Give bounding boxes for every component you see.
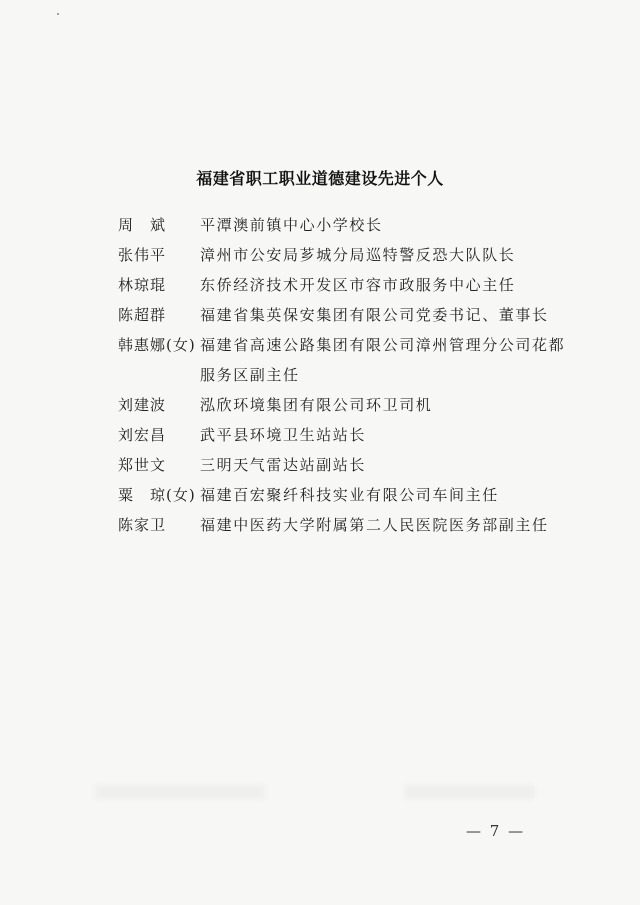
show-through-right <box>405 785 535 799</box>
list-item <box>118 390 568 420</box>
honoree-role: 漳州市公安局芗城分局巡特警反恐大队队长 <box>200 246 516 264</box>
honoree-name: 陈家卫 <box>118 516 167 534</box>
honoree-name: 张伟平 <box>118 246 167 264</box>
honoree-name: 韩惠娜(女) <box>118 336 196 354</box>
list-item <box>118 300 568 330</box>
honoree-name: 林琼琨 <box>118 276 167 294</box>
honoree-role: 三明天气雷达站副站长 <box>200 456 367 474</box>
honoree-name: 郑世文 <box>118 456 167 474</box>
list-item <box>118 450 568 480</box>
honoree-role: 武平县环境卫生站站长 <box>200 426 367 444</box>
honoree-role: 福建中医药大学附属第二人民医院医务部副主任 <box>200 516 549 534</box>
honoree-role: 平潭澳前镇中心小学校长 <box>200 216 383 234</box>
honoree-name: 陈超群 <box>118 306 167 324</box>
honoree-role: 福建百宏聚纤科技实业有限公司车间主任 <box>200 486 499 504</box>
list-item <box>118 480 568 510</box>
honoree-name: 刘建波 <box>118 396 167 414</box>
honoree-name: 粟 琼(女) <box>118 486 196 504</box>
honoree-role: 福建省高速公路集团有限公司漳州管理分公司花都服务区副主任 <box>200 336 566 384</box>
list-item <box>118 240 568 270</box>
document-title: 福建省职工职业道德建设先进个人 <box>196 169 444 188</box>
list-item <box>118 420 568 450</box>
honoree-list <box>118 210 568 540</box>
list-item <box>118 210 568 240</box>
list-item <box>118 330 568 390</box>
honoree-name: 刘宏昌 <box>118 426 167 444</box>
honoree-name: 周 斌 <box>118 216 167 234</box>
page-number: — 7 — <box>466 822 526 840</box>
honoree-role: 福建省集英保安集团有限公司党委书记、董事长 <box>200 306 549 324</box>
list-item <box>118 510 568 540</box>
honoree-role: 泓欣环境集团有限公司环卫司机 <box>200 396 433 414</box>
scan-speck <box>57 13 59 15</box>
honoree-role: 东侨经济技术开发区市容市政服务中心主任 <box>200 276 516 294</box>
show-through-left <box>95 785 265 799</box>
list-item <box>118 270 568 300</box>
